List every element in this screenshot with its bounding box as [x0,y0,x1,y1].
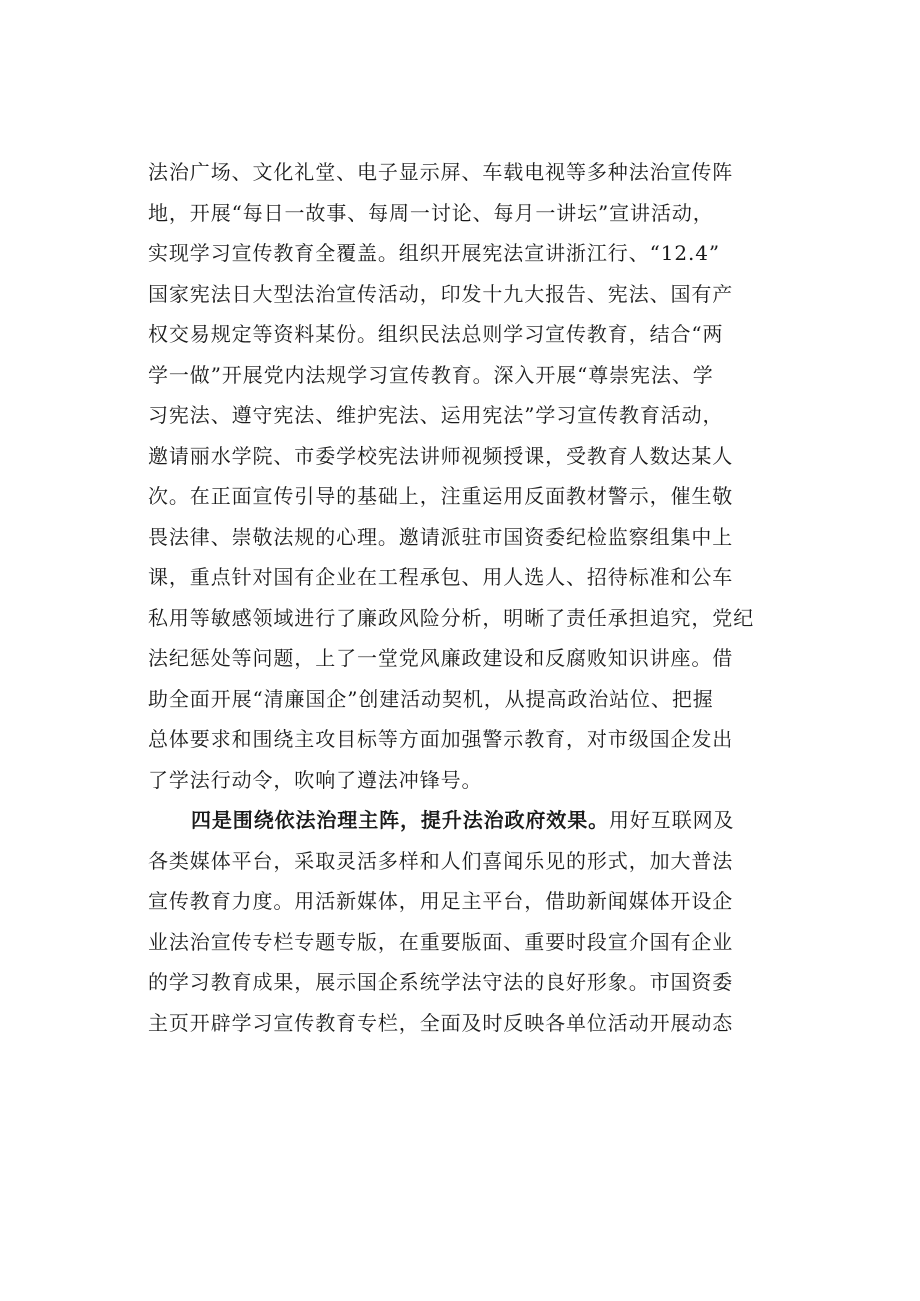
text-line: 学一做”开展党内法规学习宣传教育。深入开展“尊崇宪法、学 [148,362,714,387]
text-line: 权交易规定等资料某份。组织民法总则学习宣传教育，结合“两 [148,322,724,346]
text-line: 地，开展“每日一故事、每周一讨论、每月一讲坛”宣讲活动， [148,200,714,225]
text-line: 课，重点针对国有企业在工程承包、用人选人、招待标准和公车 [148,565,734,589]
text-line: 国家宪法日大型法治宣传活动，印发十九大报告、宪法、国有产 [148,281,734,306]
text-line: 各类媒体平台，采取灵活多样和人们喜闻乐见的形式，加大普法 [148,848,734,873]
text-span: 用好互联网及 [609,808,735,832]
text-line: 了学法行动令，吹响了遵法冲锋号。 [148,767,483,792]
text-line: 宣传教育力度。用活新媒体，用足主平台，借助新闻媒体开设企 [148,889,734,913]
paragraph-1 [148,152,800,800]
text-line: 业法治宣传专栏专题专版，在重要版面、重要时段宣介国有企业 [148,929,734,954]
text-line: 主页开辟学习宣传教育专栏，全面及时反映各单位活动开展动态 [148,1010,734,1035]
text-line: 私用等敏感领域进行了廉政风险分析，明晰了责任承担追究，党纪 [148,605,755,630]
text-line: 邀请丽水学院、市委学校宪法讲师视频授课，受教育人数达某人 [148,443,734,468]
text-line: 法纪惩处等问题，上了一堂党风廉政建设和反腐败知识讲座。借 [148,646,734,670]
text-line: 畏法律、崇敬法规的心理。邀请派驻市国资委纪检监察组集中上 [148,524,734,549]
text-line: 的学习教育成果，展示国企系统学法守法的良好形象。市国资委 [148,970,734,994]
paragraph-2 [148,800,800,1043]
text-line: 次。在正面宣传引导的基础上，注重运用反面教材警示，催生敬 [148,484,734,508]
section-heading: 四是围绕依法治理主阵，提升法治政府效果。 [191,808,609,832]
text-line: 总体要求和围绕主攻目标等方面加强警示教育，对市级国企发出 [148,727,734,751]
paragraph-first-line [148,800,800,841]
text-line: 法治广场、文化礼堂、电子显示屏、车载电视等多种法治宣传阵 [148,160,734,184]
text-line: 助全面开展“清廉国企”创建活动契机，从提高政治站位、把握 [148,686,714,711]
text-line: 习宪法、遵守宪法、维护宪法、运用宪法”学习宣传教育活动， [148,403,724,427]
document-body [148,152,800,1043]
text-line: 实现学习宣传教育全覆盖。组织开展宪法宣讲浙江行、“12.4” [148,241,720,265]
